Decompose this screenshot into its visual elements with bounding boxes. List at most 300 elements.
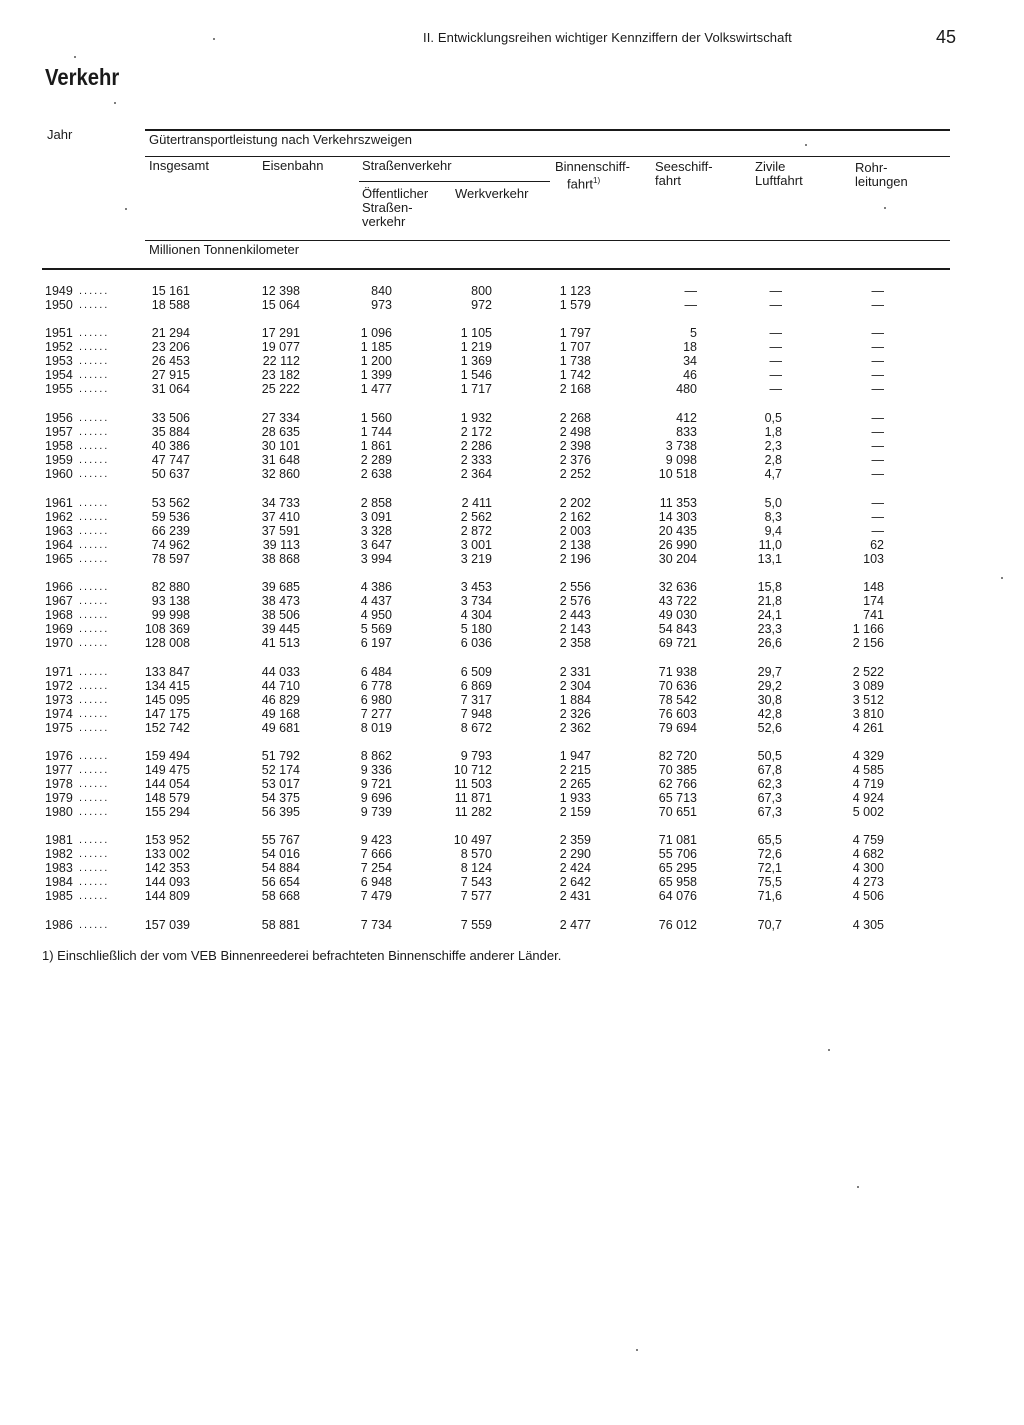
cell-oeffentlicher-strassenverkehr: 7 479	[360, 889, 392, 903]
leader-dots: ......	[79, 764, 110, 776]
cell-seeschiffahrt: 69 721	[658, 636, 697, 650]
cell-werkverkehr: 3 453	[460, 580, 492, 594]
cell-binnenschiffahrt: 2 576	[559, 594, 591, 608]
cell-seeschiffahrt: 70 636	[658, 679, 697, 693]
cell-werkverkehr: 6 036	[460, 636, 492, 650]
cell-zivile-luftfahrt: 8,3	[764, 510, 782, 524]
cell-insgesamt: 23 206	[151, 340, 190, 354]
cell-binnenschiffahrt: 2 326	[559, 707, 591, 721]
leader-dots: ......	[79, 862, 110, 874]
cell-oeffentlicher-strassenverkehr: 5 569	[360, 622, 392, 636]
cell-binnenschiffahrt: 2 159	[559, 805, 591, 819]
scan-speck	[125, 208, 127, 210]
cell-rohrleitungen: 4 585	[852, 763, 884, 777]
cell-insgesamt: 33 506	[151, 411, 190, 425]
cell-seeschiffahrt: 34	[683, 354, 697, 368]
cell-seeschiffahrt: 64 076	[658, 889, 697, 903]
cell-year: 1961	[45, 496, 73, 510]
cell-oeffentlicher-strassenverkehr: 1 096	[360, 326, 392, 340]
table-row	[0, 608, 1000, 622]
cell-year: 1953	[45, 354, 73, 368]
cell-seeschiffahrt: 10 518	[658, 467, 697, 481]
cell-seeschiffahrt: 18	[683, 340, 697, 354]
cell-insgesamt: 155 294	[144, 805, 190, 819]
cell-werkverkehr: 1 546	[460, 368, 492, 382]
cell-rohrleitungen: —	[871, 453, 884, 467]
cell-zivile-luftfahrt: 67,3	[757, 791, 782, 805]
cell-rohrleitungen: 2 522	[852, 665, 884, 679]
cell-rohrleitungen: 4 759	[852, 833, 884, 847]
cell-year: 1972	[45, 679, 73, 693]
cell-binnenschiffahrt: 1 797	[559, 326, 591, 340]
cell-year: 1950	[45, 298, 73, 312]
table-row	[0, 833, 1000, 847]
table-row	[0, 805, 1000, 819]
cell-rohrleitungen: 174	[863, 594, 884, 608]
cell-seeschiffahrt: 5	[690, 326, 697, 340]
cell-rohrleitungen: 3 089	[852, 679, 884, 693]
cell-insgesamt: 27 915	[151, 368, 190, 382]
cell-eisenbahn: 58 881	[261, 918, 300, 932]
table-row	[0, 636, 1000, 650]
cell-oeffentlicher-strassenverkehr: 4 437	[360, 594, 392, 608]
table-row	[0, 298, 1000, 312]
cell-year: 1984	[45, 875, 73, 889]
cell-binnenschiffahrt: 1 707	[559, 340, 591, 354]
cell-year: 1986	[45, 918, 73, 932]
cell-seeschiffahrt: 62 766	[658, 777, 697, 791]
cell-insgesamt: 152 742	[144, 721, 190, 735]
cell-seeschiffahrt: 480	[676, 382, 697, 396]
leader-dots: ......	[79, 876, 110, 888]
cell-year: 1978	[45, 777, 73, 791]
table-row	[0, 721, 1000, 735]
cell-zivile-luftfahrt: 75,5	[757, 875, 782, 889]
leader-dots: ......	[79, 497, 110, 509]
cell-binnenschiffahrt: 2 168	[559, 382, 591, 396]
cell-seeschiffahrt: 65 295	[658, 861, 697, 875]
cell-year: 1957	[45, 425, 73, 439]
table-row	[0, 340, 1000, 354]
cell-rohrleitungen: —	[871, 298, 884, 312]
cell-insgesamt: 147 175	[144, 707, 190, 721]
cell-binnenschiffahrt: 2 376	[559, 453, 591, 467]
header-rule-top	[145, 129, 950, 131]
cell-werkverkehr: 11 503	[454, 777, 492, 791]
cell-seeschiffahrt: 65 713	[658, 791, 697, 805]
cell-year: 1982	[45, 847, 73, 861]
cell-zivile-luftfahrt: 72,6	[757, 847, 782, 861]
leader-dots: ......	[79, 680, 110, 692]
header-oeffentlicher-line1: Öffentlicher	[362, 186, 429, 201]
header-see-line2: fahrt	[655, 173, 682, 188]
cell-insgesamt: 144 093	[144, 875, 190, 889]
cell-zivile-luftfahrt: 65,5	[757, 833, 782, 847]
leader-dots: ......	[79, 595, 110, 607]
cell-rohrleitungen: 4 273	[852, 875, 884, 889]
header-insgesamt: Insgesamt	[149, 158, 209, 173]
cell-eisenbahn: 22 112	[262, 354, 300, 368]
cell-eisenbahn: 39 685	[261, 580, 300, 594]
cell-werkverkehr: 11 282	[454, 805, 492, 819]
cell-eisenbahn: 54 375	[261, 791, 300, 805]
cell-insgesamt: 31 064	[151, 382, 190, 396]
cell-eisenbahn: 12 398	[261, 284, 300, 298]
cell-zivile-luftfahrt: 4,7	[764, 467, 782, 481]
table-row	[0, 861, 1000, 875]
cell-werkverkehr: 2 172	[460, 425, 492, 439]
cell-rohrleitungen: —	[871, 496, 884, 510]
cell-insgesamt: 145 095	[144, 693, 190, 707]
cell-oeffentlicher-strassenverkehr: 1 200	[360, 354, 392, 368]
cell-werkverkehr: 6 509	[460, 665, 492, 679]
leader-dots: ......	[79, 454, 110, 466]
cell-binnenschiffahrt: 2 304	[559, 679, 591, 693]
cell-insgesamt: 142 353	[144, 861, 190, 875]
cell-rohrleitungen: —	[871, 510, 884, 524]
cell-year: 1977	[45, 763, 73, 777]
table-row	[0, 749, 1000, 763]
cell-werkverkehr: 6 869	[460, 679, 492, 693]
table-row	[0, 763, 1000, 777]
cell-year: 1952	[45, 340, 73, 354]
leader-dots: ......	[79, 299, 110, 311]
header-strassenverkehr: Straßenverkehr	[362, 158, 452, 173]
scan-speck	[828, 1049, 830, 1051]
cell-werkverkehr: 10 497	[453, 833, 492, 847]
cell-binnenschiffahrt: 1 947	[559, 749, 591, 763]
cell-binnenschiffahrt: 1 933	[559, 791, 591, 805]
cell-insgesamt: 157 039	[144, 918, 190, 932]
cell-rohrleitungen: 3 810	[852, 707, 884, 721]
table-row	[0, 524, 1000, 538]
header-rule-strasse	[359, 181, 550, 182]
cell-werkverkehr: 1 932	[460, 411, 492, 425]
leader-dots: ......	[79, 750, 110, 762]
cell-zivile-luftfahrt: 21,8	[757, 594, 782, 608]
header-luftfahrt	[755, 160, 803, 188]
cell-insgesamt: 47 747	[151, 453, 190, 467]
cell-binnenschiffahrt: 2 003	[559, 524, 591, 538]
cell-rohrleitungen: 4 329	[852, 749, 884, 763]
cell-binnenschiffahrt: 2 265	[559, 777, 591, 791]
cell-rohrleitungen: —	[871, 354, 884, 368]
leader-dots: ......	[79, 609, 110, 621]
cell-seeschiffahrt: 43 722	[658, 594, 697, 608]
section-title: Verkehr	[45, 64, 120, 90]
cell-insgesamt: 50 637	[151, 467, 190, 481]
cell-insgesamt: 74 962	[151, 538, 190, 552]
header-binnen-text: fahrt	[567, 176, 594, 192]
cell-seeschiffahrt: 71 938	[658, 665, 697, 679]
cell-binnenschiffahrt: 2 202	[559, 496, 591, 510]
cell-rohrleitungen: 4 924	[852, 791, 884, 805]
cell-year: 1967	[45, 594, 73, 608]
cell-oeffentlicher-strassenverkehr: 8 019	[360, 721, 392, 735]
table-row	[0, 326, 1000, 340]
leader-dots: ......	[79, 369, 110, 381]
cell-eisenbahn: 38 506	[261, 608, 300, 622]
cell-eisenbahn: 55 767	[261, 833, 300, 847]
cell-zivile-luftfahrt: 1,8	[764, 425, 782, 439]
cell-eisenbahn: 44 710	[261, 679, 300, 693]
cell-werkverkehr: 2 411	[461, 496, 492, 510]
cell-oeffentlicher-strassenverkehr: 2 858	[360, 496, 392, 510]
cell-werkverkehr: 8 672	[460, 721, 492, 735]
cell-rohrleitungen: 4 719	[852, 777, 884, 791]
cell-zivile-luftfahrt: —	[769, 340, 782, 354]
cell-rohrleitungen: 5 002	[852, 805, 884, 819]
cell-seeschiffahrt: 14 303	[658, 510, 697, 524]
cell-binnenschiffahrt: 2 398	[559, 439, 591, 453]
header-seeschiffahrt	[655, 160, 713, 188]
cell-binnenschiffahrt: 2 268	[559, 411, 591, 425]
cell-insgesamt: 108 369	[144, 622, 190, 636]
cell-oeffentlicher-strassenverkehr: 6 948	[360, 875, 392, 889]
leader-dots: ......	[79, 581, 110, 593]
cell-seeschiffahrt: —	[684, 298, 697, 312]
leader-dots: ......	[79, 285, 110, 297]
cell-insgesamt: 148 579	[144, 791, 190, 805]
cell-werkverkehr: 2 364	[460, 467, 492, 481]
cell-werkverkehr: 800	[471, 284, 492, 298]
cell-insgesamt: 93 138	[151, 594, 190, 608]
scan-speck	[857, 1186, 859, 1188]
cell-binnenschiffahrt: 2 162	[559, 510, 591, 524]
header-jahr: Jahr	[47, 127, 73, 142]
cell-oeffentlicher-strassenverkehr: 9 423	[360, 833, 392, 847]
cell-zivile-luftfahrt: —	[769, 382, 782, 396]
header-rohr-line2: leitungen	[855, 174, 908, 189]
cell-seeschiffahrt: 71 081	[658, 833, 697, 847]
cell-year: 1964	[45, 538, 73, 552]
cell-year: 1979	[45, 791, 73, 805]
cell-werkverkehr: 2 333	[460, 453, 492, 467]
leader-dots: ......	[79, 637, 110, 649]
cell-werkverkehr: 4 304	[460, 608, 492, 622]
cell-seeschiffahrt: 32 636	[658, 580, 697, 594]
table-row	[0, 552, 1000, 566]
cell-binnenschiffahrt: 1 884	[559, 693, 591, 707]
cell-insgesamt: 144 809	[144, 889, 190, 903]
table-row	[0, 411, 1000, 425]
leader-dots: ......	[79, 806, 110, 818]
cell-eisenbahn: 25 222	[261, 382, 300, 396]
cell-eisenbahn: 46 829	[261, 693, 300, 707]
cell-seeschiffahrt: —	[684, 284, 697, 298]
cell-eisenbahn: 39 445	[261, 622, 300, 636]
cell-year: 1954	[45, 368, 73, 382]
cell-zivile-luftfahrt: 13,1	[757, 552, 782, 566]
cell-oeffentlicher-strassenverkehr: 7 666	[360, 847, 392, 861]
cell-werkverkehr: 7 317	[460, 693, 492, 707]
cell-rohrleitungen: —	[871, 439, 884, 453]
cell-zivile-luftfahrt: —	[769, 298, 782, 312]
table-row	[0, 847, 1000, 861]
cell-eisenbahn: 44 033	[261, 665, 300, 679]
cell-seeschiffahrt: 70 651	[658, 805, 697, 819]
cell-seeschiffahrt: 54 843	[658, 622, 697, 636]
cell-werkverkehr: 2 872	[460, 524, 492, 538]
cell-zivile-luftfahrt: 71,6	[757, 889, 782, 903]
cell-werkverkehr: 7 577	[460, 889, 492, 903]
cell-rohrleitungen: 741	[863, 608, 884, 622]
cell-binnenschiffahrt: 2 290	[559, 847, 591, 861]
table-row	[0, 425, 1000, 439]
cell-year: 1959	[45, 453, 73, 467]
cell-rohrleitungen: 103	[863, 552, 884, 566]
cell-binnenschiffahrt: 1 738	[559, 354, 591, 368]
leader-dots: ......	[79, 694, 110, 706]
leader-dots: ......	[79, 440, 110, 452]
cell-insgesamt: 153 952	[144, 833, 190, 847]
cell-binnenschiffahrt: 2 362	[559, 721, 591, 735]
cell-seeschiffahrt: 79 694	[658, 721, 697, 735]
cell-seeschiffahrt: 26 990	[658, 538, 697, 552]
cell-eisenbahn: 15 064	[261, 298, 300, 312]
cell-year: 1951	[45, 326, 73, 340]
table-row	[0, 510, 1000, 524]
leader-dots: ......	[79, 623, 110, 635]
cell-zivile-luftfahrt: 29,2	[757, 679, 782, 693]
cell-eisenbahn: 52 174	[261, 763, 300, 777]
cell-rohrleitungen: 4 305	[852, 918, 884, 932]
leader-dots: ......	[79, 327, 110, 339]
cell-oeffentlicher-strassenverkehr: 1 560	[360, 411, 392, 425]
table-row	[0, 594, 1000, 608]
cell-werkverkehr: 8 570	[460, 847, 492, 861]
cell-year: 1960	[45, 467, 73, 481]
cell-oeffentlicher-strassenverkehr: 3 328	[360, 524, 392, 538]
cell-zivile-luftfahrt: 2,8	[764, 453, 782, 467]
table-row	[0, 889, 1000, 903]
footnote: 1) Einschließlich der vom VEB Binnenreederei befrachteten Binnenschiffe anderer Länder.	[42, 948, 562, 963]
cell-oeffentlicher-strassenverkehr: 7 734	[360, 918, 392, 932]
cell-oeffentlicher-strassenverkehr: 9 696	[360, 791, 392, 805]
cell-werkverkehr: 2 562	[460, 510, 492, 524]
cell-year: 1955	[45, 382, 73, 396]
cell-insgesamt: 134 415	[144, 679, 190, 693]
header-eisenbahn: Eisenbahn	[262, 158, 324, 173]
leader-dots: ......	[79, 848, 110, 860]
cell-eisenbahn: 17 291	[261, 326, 300, 340]
cell-eisenbahn: 54 016	[261, 847, 300, 861]
cell-eisenbahn: 56 654	[261, 875, 300, 889]
cell-werkverkehr: 7 948	[460, 707, 492, 721]
cell-year: 1975	[45, 721, 73, 735]
cell-seeschiffahrt: 55 706	[658, 847, 697, 861]
cell-binnenschiffahrt: 1 123	[559, 284, 591, 298]
leader-dots: ......	[79, 890, 110, 902]
cell-rohrleitungen: 2 156	[852, 636, 884, 650]
cell-werkverkehr: 1 717	[460, 382, 492, 396]
cell-year: 1976	[45, 749, 73, 763]
leader-dots: ......	[79, 919, 110, 931]
cell-oeffentlicher-strassenverkehr: 973	[371, 298, 392, 312]
cell-zivile-luftfahrt: 70,7	[757, 918, 782, 932]
table-row	[0, 284, 1000, 298]
cell-year: 1963	[45, 524, 73, 538]
cell-oeffentlicher-strassenverkehr: 7 254	[360, 861, 392, 875]
cell-rohrleitungen: 62	[870, 538, 884, 552]
cell-oeffentlicher-strassenverkehr: 9 336	[360, 763, 392, 777]
leader-dots: ......	[79, 412, 110, 424]
footnote-marker: 1)	[593, 176, 601, 185]
header-group: Gütertransportleistung nach Verkehrszweigen	[149, 132, 413, 147]
table-row	[0, 791, 1000, 805]
cell-eisenbahn: 37 410	[261, 510, 300, 524]
cell-eisenbahn: 34 733	[261, 496, 300, 510]
cell-binnenschiffahrt: 2 642	[559, 875, 591, 889]
cell-year: 1966	[45, 580, 73, 594]
table-row	[0, 665, 1000, 679]
leader-dots: ......	[79, 341, 110, 353]
scan-speck	[114, 102, 116, 104]
cell-werkverkehr: 972	[471, 298, 492, 312]
cell-oeffentlicher-strassenverkehr: 3 091	[360, 510, 392, 524]
leader-dots: ......	[79, 708, 110, 720]
cell-zivile-luftfahrt: 62,3	[757, 777, 782, 791]
cell-year: 1949	[45, 284, 73, 298]
cell-eisenbahn: 54 884	[261, 861, 300, 875]
header-werkverkehr: Werkverkehr	[455, 186, 529, 201]
cell-rohrleitungen: —	[871, 340, 884, 354]
leader-dots: ......	[79, 834, 110, 846]
cell-oeffentlicher-strassenverkehr: 1 185	[360, 340, 392, 354]
cell-year: 1958	[45, 439, 73, 453]
cell-rohrleitungen: 1 166	[852, 622, 884, 636]
cell-binnenschiffahrt: 2 196	[559, 552, 591, 566]
cell-werkverkehr: 1 105	[460, 326, 492, 340]
header-oeffentlicher	[362, 187, 428, 229]
cell-werkverkehr: 1 219	[460, 340, 492, 354]
cell-binnenschiffahrt: 2 252	[559, 467, 591, 481]
cell-rohrleitungen: 148	[863, 580, 884, 594]
cell-rohrleitungen: —	[871, 284, 884, 298]
header-rule-bottom	[42, 268, 950, 270]
cell-zivile-luftfahrt: —	[769, 326, 782, 340]
cell-oeffentlicher-strassenverkehr: 3 994	[360, 552, 392, 566]
cell-rohrleitungen: 4 300	[852, 861, 884, 875]
cell-oeffentlicher-strassenverkehr: 9 739	[360, 805, 392, 819]
cell-zivile-luftfahrt: —	[769, 368, 782, 382]
cell-year: 1971	[45, 665, 73, 679]
scan-speck	[74, 56, 76, 58]
cell-year: 1983	[45, 861, 73, 875]
table-row	[0, 707, 1000, 721]
table-row	[0, 875, 1000, 889]
cell-eisenbahn: 49 168	[261, 707, 300, 721]
cell-zivile-luftfahrt: 15,8	[757, 580, 782, 594]
cell-binnenschiffahrt: 2 331	[559, 665, 591, 679]
cell-insgesamt: 18 588	[151, 298, 190, 312]
cell-rohrleitungen: —	[871, 411, 884, 425]
cell-oeffentlicher-strassenverkehr: 1 477	[360, 382, 392, 396]
cell-insgesamt: 66 239	[151, 524, 190, 538]
cell-zivile-luftfahrt: 42,8	[757, 707, 782, 721]
table-row	[0, 777, 1000, 791]
cell-zivile-luftfahrt: 30,8	[757, 693, 782, 707]
scan-speck	[884, 207, 886, 209]
table-row	[0, 622, 1000, 636]
cell-eisenbahn: 28 635	[261, 425, 300, 439]
cell-binnenschiffahrt: 2 143	[559, 622, 591, 636]
cell-zivile-luftfahrt: 67,3	[757, 805, 782, 819]
cell-seeschiffahrt: 412	[676, 411, 697, 425]
cell-binnenschiffahrt: 2 431	[559, 889, 591, 903]
cell-oeffentlicher-strassenverkehr: 3 647	[360, 538, 392, 552]
leader-dots: ......	[79, 525, 110, 537]
